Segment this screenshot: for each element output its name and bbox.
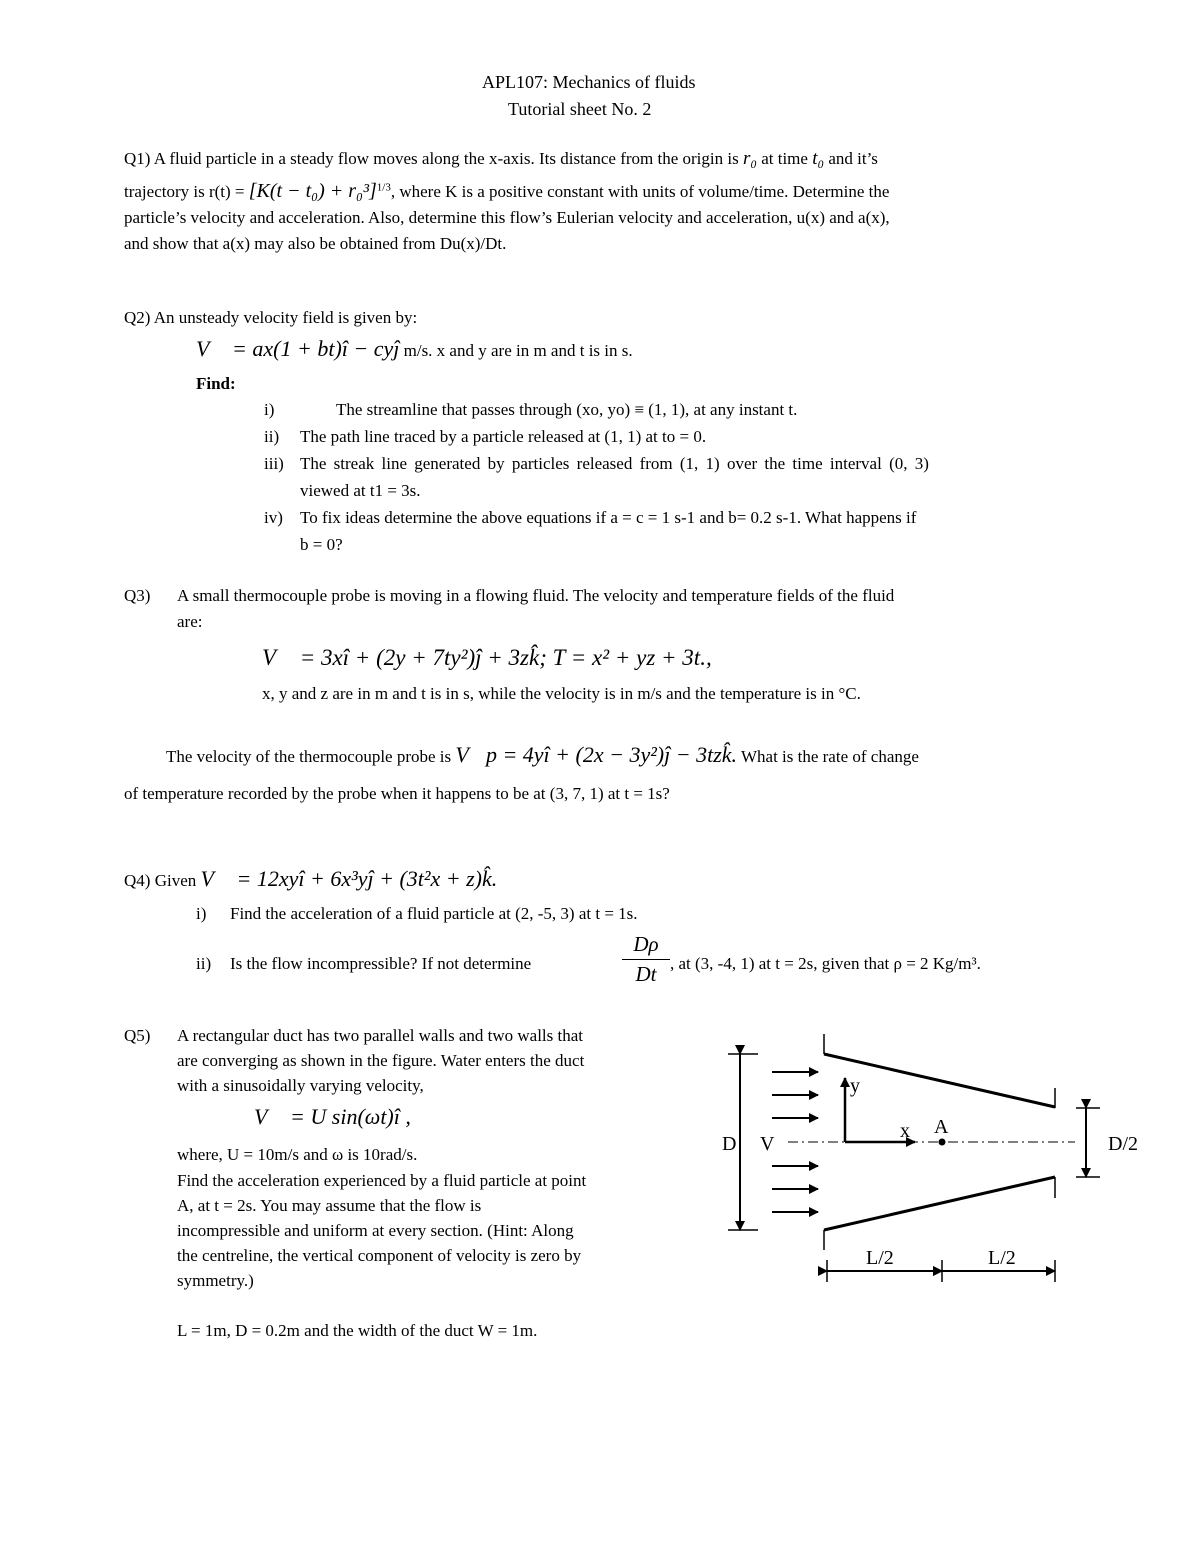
q4-velocity-equation: V⃗ = 12xyî + 6x³yĵ + (3t²x + z)k̂. bbox=[200, 866, 498, 891]
label-x: x bbox=[900, 1120, 910, 1142]
label-v: V bbox=[760, 1133, 775, 1155]
q4-item-2: ii) Is the flow incompressible? If not determine bbox=[196, 954, 532, 973]
q4-item-2-tail: , at (3, -4, 1) at t = 2s, given that ρ = 2 Kg/m³. bbox=[670, 954, 981, 973]
q2-item-2: ii) The path line traced by a particle released at (1, 1) at to = 0. bbox=[264, 427, 707, 446]
drho-dt-fraction bbox=[622, 932, 670, 987]
trajectory-equation: [K(t − t₀) + r₀³] bbox=[248, 180, 377, 202]
q2-item-4-cont: b = 0? bbox=[300, 535, 343, 554]
probe-velocity-equation: V⃗p = 4yî + (2x − 3y²)ĵ − 3tzk̂. bbox=[455, 742, 738, 767]
q2-item-3-cont: viewed at t1 = 3s. bbox=[300, 481, 421, 500]
q1-line2: trajectory is $r(t) = [K(t - t_0) + r_0^3]^{1/3}$, where K is a positive constant with units of volume/time. Determine the bbox=[124, 180, 890, 202]
label-a: A bbox=[934, 1116, 949, 1138]
q1-line3: particle’s velocity and acceleration. Also, determine this flow’s Eulerian velocity and acceleration, u(x) and a(x), bbox=[124, 208, 890, 227]
q5-body-3: incompressible and uniform at every section. (Hint: Along bbox=[177, 1221, 574, 1240]
q3-probe-line: The velocity of the thermocouple probe is V⃗p = 4yî + (2x − 3y²)ĵ − 3tzk̂. What is the rate of change bbox=[166, 742, 919, 767]
q1-line4: and show that a(x) may also be obtained from Du(x)/Dt. bbox=[124, 234, 507, 253]
q5-body-2: A, at t = 2s. You may assume that the flow is bbox=[177, 1196, 482, 1215]
q2-velocity-equation: V⃗ = ax(1 + bt)î − cyĵ bbox=[196, 336, 400, 361]
q4-item-1: i) Find the acceleration of a fluid particle at (2, -5, 3) at t = 1s. bbox=[196, 904, 638, 923]
q3-line2: are: bbox=[177, 612, 203, 631]
fraction-denominator: Dt bbox=[635, 962, 657, 986]
q3-label: Q3) bbox=[124, 586, 151, 605]
q2-intro: Q2) An unsteady velocity field is given by: bbox=[124, 308, 418, 327]
q5-line-1: A rectangular duct has two parallel walls and two walls that bbox=[177, 1026, 583, 1045]
course-title: APL107: Mechanics of fluids bbox=[482, 72, 696, 92]
q2-equation-line: V⃗ = ax(1 + bt)î − cyĵ m/s. x and y are in m and t is in s. bbox=[196, 336, 633, 361]
label-d-half: D/2 bbox=[1108, 1133, 1138, 1155]
q2-find: Find: bbox=[196, 374, 236, 393]
q5-given: L = 1m, D = 0.2m and the width of the duct W = 1m. bbox=[177, 1321, 538, 1340]
q2-item-1: i) The streamline that passes through (xo, yo) ≡ (1, 1), at any instant t. bbox=[264, 400, 798, 419]
q5-label: Q5) bbox=[124, 1026, 151, 1045]
q3-probe-line2: of temperature recorded by the probe when it happens to be at (3, 7, 1) at t = 1s? bbox=[124, 784, 670, 803]
label-l-half-left: L/2 bbox=[866, 1247, 894, 1269]
converging-duct-figure bbox=[710, 1020, 1170, 1290]
bottom-wall bbox=[824, 1177, 1055, 1230]
q3-units: x, y and z are in m and t is in s, while the velocity is in m/s and the temperature is in °C. bbox=[262, 684, 861, 703]
q1-line1: Q1) A fluid particle in a steady flow moves along the x-axis. Its distance from the origin is r₀ at time t₀ and it’s bbox=[124, 148, 878, 169]
sheet-title: Tutorial sheet No. 2 bbox=[508, 99, 652, 119]
q2-item-4: iv) To fix ideas determine the above equations if a = c = 1 s-1 and b= 0.2 s-1. What happens if bbox=[264, 508, 917, 527]
label-d: D bbox=[722, 1133, 737, 1155]
point-a bbox=[939, 1139, 946, 1146]
label-l-half-right: L/2 bbox=[988, 1247, 1016, 1269]
t0-symbol: t₀ bbox=[812, 148, 825, 169]
q5-where: where, U = 10m/s and ω is 10rad/s. bbox=[177, 1145, 418, 1164]
q5-velocity-equation: V⃗ = U sin(ωt)î , bbox=[254, 1104, 411, 1129]
fraction-numerator: Dρ bbox=[622, 932, 670, 960]
label-y: y bbox=[850, 1075, 860, 1097]
q5-line-2: are converging as shown in the figure. Water enters the duct bbox=[177, 1051, 585, 1070]
q5-line-3: with a sinusoidally varying velocity, bbox=[177, 1076, 424, 1095]
q3-line1: A small thermocouple probe is moving in a flowing fluid. The velocity and temperature fields of the fluid bbox=[177, 586, 895, 605]
q3-equations: V⃗ = 3xî + (2y + 7ty²)ĵ + 3zk̂; T = x² + yz + 3t., bbox=[262, 645, 712, 670]
q5-body-5: symmetry.) bbox=[177, 1271, 254, 1290]
q5-body-4: the centreline, the vertical component of velocity is zero by bbox=[177, 1246, 582, 1265]
q5-body-1: Find the acceleration experienced by a fluid particle at point bbox=[177, 1171, 587, 1190]
r0-symbol: r₀ bbox=[742, 148, 757, 169]
q4-line: Q4) Given V⃗ = 12xyî + 6x³yĵ + (3t²x + z)k̂. bbox=[124, 866, 498, 891]
q2-item-3: iii) The streak line generated by particles released from (1, 1) over the time interval (0, 3) bbox=[264, 454, 929, 473]
